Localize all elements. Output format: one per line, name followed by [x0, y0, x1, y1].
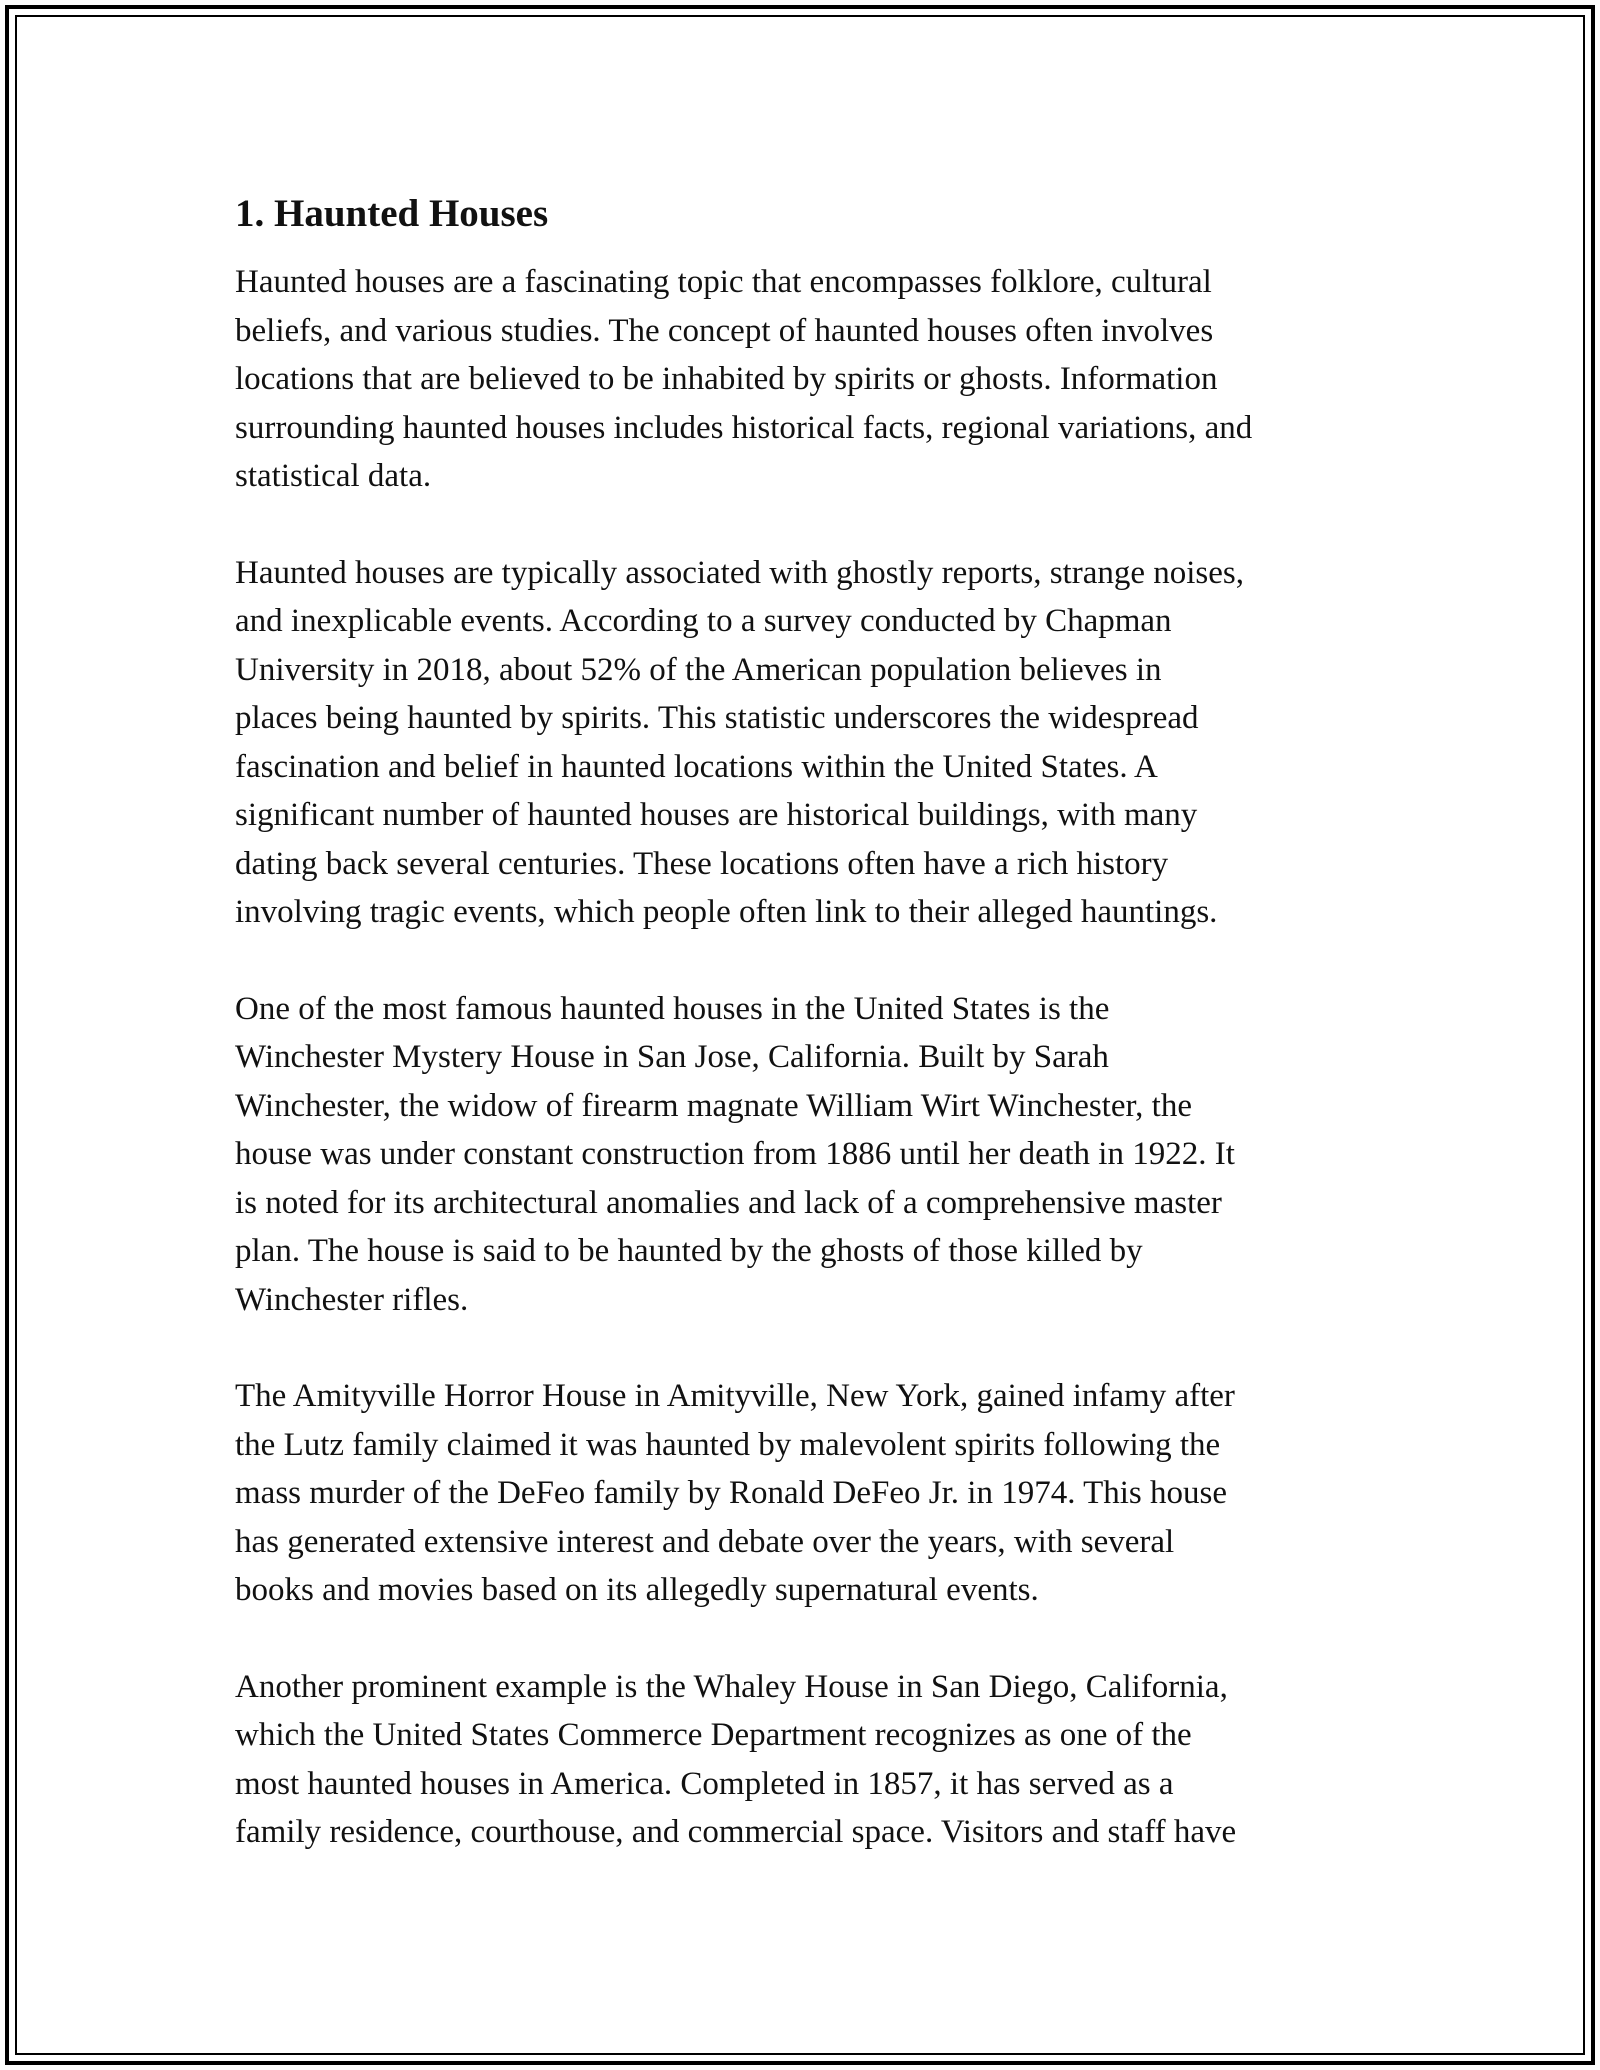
paragraph-intro: Haunted houses are a fascinating topic that encompasses folklore, cultural beliefs, and various studies. The concept of haunted houses often involves locations that are believed to be inhabited by spirits or ghosts. Information surrounding haunted houses includes historical facts, regional variations, and statistical data.: [235, 264, 1253, 494]
paragraph-amityville: The Amityville Horror House in Amityville, New York, gained infamy after the Lutz family claimed it was haunted by malevolent spirits following the mass murder of the DeFeo family by Ronald DeFeo Jr. in 1974. This house has generated extensive interest and debate over the years, with several books and movies based on its allegedly supernatural events.: [235, 1378, 1235, 1608]
document-body: [235, 186, 1385, 1905]
section-heading: 1. Haunted Houses: [235, 192, 549, 235]
paragraph-survey: Haunted houses are typically associated with ghostly reports, strange noises, and inexplicable events. According to a survey conducted by Chapman University in 2018, about 52% of the American population believes in places being haunted by spirits. This statistic underscores the widespread fascination and belief in haunted locations within the United States. A significant number of haunted houses are historical buildings, with many dating back several centuries. These locations often have a rich history involving tragic events, which people often link to their alleged hauntings.: [235, 554, 1245, 930]
paragraph-whaley: Another prominent example is the Whaley House in San Diego, California, which the United States Commerce Department recognizes as one of the most haunted houses in America. Completed in 1857, it has served as a family residence, courthouse, and commercial space. Visitors and staff have: [235, 1668, 1237, 1850]
paragraph-winchester: One of the most famous haunted houses in the United States is the Winchester Mystery House in San Jose, California. Built by Sarah Winchester, the widow of firearm magnate William Wirt Winchester, the house was under constant construction from 1886 until her death in 1922. It is noted for its architectural anomalies and lack of a comprehensive master plan. The house is said to be haunted by the ghosts of those killed by Winchester rifles.: [235, 990, 1235, 1318]
